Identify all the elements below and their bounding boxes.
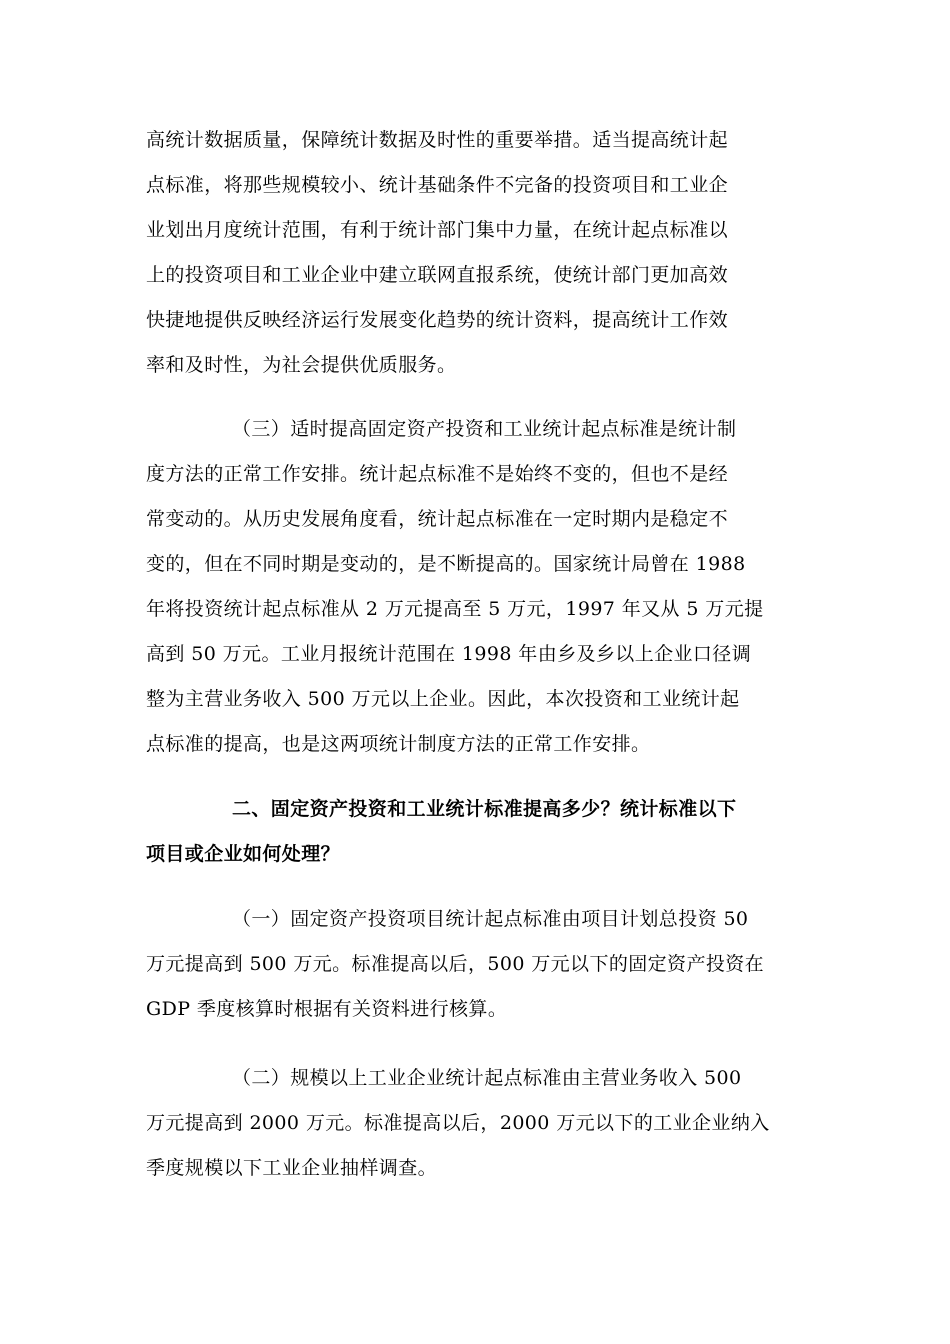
paragraph-1-line-5: 快捷地提供反映经济运行发展变化趋势的统计资料，提高统计工作效 [146, 309, 729, 331]
paragraph-4-line-1: （二）规模以上工业企业统计起点标准由主营业务收入 500 [232, 1067, 742, 1089]
paragraph-3-line-2: 万元提高到 500 万元。标准提高以后，500 万元以下的固定资产投资在 [146, 953, 765, 975]
paragraph-1-line-6: 率和及时性，为社会提供优质服务。 [146, 354, 457, 376]
paragraph-2-line-3: 常变动的。从历史发展角度看，统计起点标准在一定时期内是稳定不 [146, 508, 729, 530]
paragraph-3-line-1: （一）固定资产投资项目统计起点标准由项目计划总投资 50 [232, 908, 749, 930]
paragraph-2-line-2: 度方法的正常工作安排。统计起点标准不是始终不变的，但也不是经 [146, 463, 729, 485]
paragraph-4-line-2: 万元提高到 2000 万元。标准提高以后，2000 万元以下的工业企业纳入 [146, 1112, 770, 1134]
paragraph-1-line-1: 高统计数据质量，保障统计数据及时性的重要举措。适当提高统计起 [146, 129, 729, 151]
section-heading-line-1: 二、固定资产投资和工业统计标准提高多少？统计标准以下 [232, 798, 737, 820]
paragraph-2-line-6: 高到 50 万元。工业月报统计范围在 1998 年由乡及乡以上企业口径调 [146, 643, 752, 665]
paragraph-1-line-3: 业划出月度统计范围，有利于统计部门集中力量，在统计起点标准以 [146, 219, 729, 241]
paragraph-2-line-1: （三）适时提高固定资产投资和工业统计起点标准是统计制 [232, 418, 737, 440]
paragraph-2-line-7: 整为主营业务收入 500 万元以上企业。因此，本次投资和工业统计起 [146, 688, 740, 710]
paragraph-4-line-3: 季度规模以下工业企业抽样调查。 [146, 1157, 438, 1179]
section-heading-line-2: 项目或企业如何处理？ [146, 843, 341, 865]
paragraph-2-line-8: 点标准的提高，也是这两项统计制度方法的正常工作安排。 [146, 733, 651, 755]
paragraph-3-line-3: GDP 季度核算时根据有关资料进行核算。 [146, 998, 508, 1020]
paragraph-2-line-4: 变的，但在不同时期是变动的，是不断提高的。国家统计局曾在 1988 [146, 553, 746, 575]
paragraph-1-line-2: 点标准，将那些规模较小、统计基础条件不完备的投资项目和工业企 [146, 174, 729, 196]
paragraph-2-line-5: 年将投资统计起点标准从 2 万元提高至 5 万元，1997 年又从 5 万元提 [146, 598, 764, 620]
paragraph-1-line-4: 上的投资项目和工业企业中建立联网直报系统，使统计部门更加高效 [146, 264, 729, 286]
